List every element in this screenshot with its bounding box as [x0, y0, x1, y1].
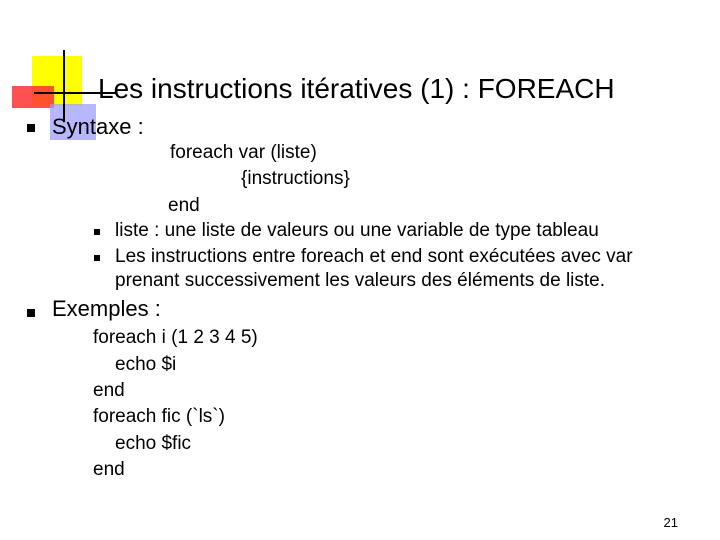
syntax-code-line: foreach var (liste)	[170, 142, 317, 163]
bullet-icon	[27, 124, 35, 132]
sub-bullet-icon	[94, 255, 100, 261]
example-code-line: foreach fic (`ls`)	[93, 406, 225, 427]
example-code-line: end	[93, 380, 125, 401]
page-number: 21	[663, 515, 678, 530]
sub-bullet-icon	[94, 229, 100, 235]
example-code-line: end	[93, 459, 125, 480]
examples-label: Exemples :	[52, 296, 161, 321]
syntax-note-continuation: prenant successivement les valeurs des éléments de liste.	[115, 270, 606, 291]
syntax-note: liste : une liste de valeurs ou une variable de type tableau	[115, 220, 599, 241]
syntax-code-line: end	[168, 195, 200, 216]
decoration-red-bar	[12, 86, 54, 108]
decoration-vertical-line	[63, 50, 65, 122]
example-code-line: echo $fic	[115, 433, 192, 454]
syntax-note: Les instructions entre foreach et end sont exécutées avec var	[115, 246, 633, 267]
syntax-code-line: {instructions}	[241, 168, 350, 189]
example-code-line: foreach i (1 2 3 4 5)	[93, 327, 258, 348]
example-code-line: echo $i	[115, 354, 177, 375]
slide-title: Les instructions itératives (1) : FOREACH	[98, 73, 615, 104]
syntax-label: Syntaxe :	[52, 114, 144, 139]
bullet-icon	[27, 309, 35, 317]
